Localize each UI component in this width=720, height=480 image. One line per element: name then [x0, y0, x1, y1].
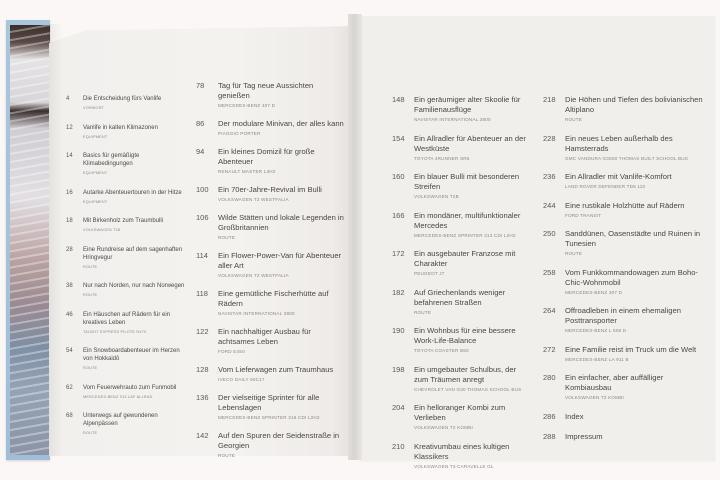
entry-title: Impressum	[565, 432, 603, 441]
entry-text	[83, 217, 186, 233]
page-number: 62	[66, 384, 73, 391]
page-number: 190	[392, 326, 405, 335]
entry-subtitle: VOLKSWAGEN T2 KOMBI	[414, 425, 473, 430]
entry-title: Autarke Abenteuertouren in der Hitze	[83, 189, 182, 196]
page-number: 244	[543, 200, 556, 210]
entry-subtitle: EQUIPMENT	[83, 171, 108, 175]
entry-text	[414, 134, 532, 162]
entry-text	[414, 365, 532, 393]
entry-subtitle: PIAGGIO PORTER	[218, 131, 261, 136]
entry-subtitle: ROUTE	[83, 293, 98, 297]
toc-entry	[543, 134, 703, 162]
entry-title: Ein helloranger Kombi zum Verlieben	[414, 403, 506, 422]
page-number: 172	[392, 249, 405, 258]
toc-entry	[66, 246, 186, 270]
entry-title: Tag für Tag neue Aussichten genießen	[218, 81, 314, 100]
page-number: 46	[66, 311, 73, 318]
toc-entry	[543, 345, 703, 363]
entry-text	[565, 306, 703, 334]
entry-text	[218, 81, 346, 109]
toc-entry	[392, 134, 532, 162]
toc-entry	[196, 185, 346, 203]
entry-subtitle: ROUTE	[83, 264, 98, 269]
entry-title: Index	[565, 411, 584, 421]
toc-column-4	[543, 95, 703, 453]
toc-entry	[543, 201, 703, 219]
entry-text	[565, 345, 703, 363]
page-number: 86	[196, 119, 205, 128]
toc-entry	[392, 172, 532, 200]
page-number: 106	[196, 213, 209, 222]
toc-entry	[392, 442, 532, 470]
entry-title: Vom Feuerwehrauto zum Funmobil	[83, 384, 177, 391]
page-number: 198	[392, 364, 405, 374]
entry-text	[218, 251, 346, 279]
page-number: 148	[392, 95, 405, 104]
entry-text	[565, 95, 703, 123]
page-number: 118	[196, 289, 208, 298]
entry-title: Der vielseitige Sprinter für alle Lebenslagen	[218, 393, 320, 412]
entry-text	[218, 393, 346, 421]
entry-title: Ein Wohnbus für eine bessere Work-Life-Balance	[414, 326, 516, 345]
entry-text	[218, 185, 346, 203]
entry-title: Ein kleines Domizil für große Abenteuer	[218, 147, 315, 166]
page-number: 38	[66, 283, 73, 289]
entry-subtitle: RENAULT MASTER L3H2	[218, 169, 276, 174]
entry-subtitle: GMC VANDURA G3500 THOMAS BUILT SCHOOL BUS	[565, 155, 689, 161]
entry-subtitle: EQUIPMENT	[83, 134, 108, 139]
entry-text	[414, 211, 532, 239]
entry-title: Die Entscheidung fürs Vanlife	[83, 96, 162, 102]
entry-text	[218, 213, 346, 241]
entry-subtitle: PEUGEOT J7	[414, 271, 445, 276]
entry-subtitle: ROUTE	[83, 431, 98, 435]
entry-title: Ein einfacher, aber auffälliger Kombiausbau	[565, 373, 664, 392]
entry-title: Vom Funkkommandowagen zum Boho-Chic-Wohnmobil	[565, 267, 698, 287]
entry-subtitle: NAVISTAR INTERNATIONAL 3800	[414, 117, 491, 122]
entry-subtitle: MERCEDES-BENZ SPRINTER 316 CDI L2H2	[218, 415, 320, 420]
entry-subtitle: ROUTE	[218, 453, 236, 458]
entry-text	[83, 412, 186, 436]
toc-entry	[543, 432, 703, 442]
entry-text	[414, 249, 532, 277]
toc-entry	[196, 81, 346, 109]
entry-text	[414, 442, 532, 470]
entry-title: Sanddünen, Oasenstädte und Ruinen in Tunesien	[565, 229, 701, 248]
toc-entry	[196, 147, 346, 175]
toc-column-2	[196, 81, 346, 469]
entry-subtitle: FORD E450	[218, 349, 245, 354]
entry-title: Ein Allradler mit Vanlife-Komfort	[565, 172, 672, 181]
page-number: 78	[196, 81, 205, 90]
toc-entry	[543, 95, 703, 123]
entry-title: Kreativumbau eines kultigen Klassikers	[414, 441, 510, 461]
entry-subtitle: MERCEDES-BENZ 913 LAF ALLRAD	[83, 394, 153, 399]
toc-entry	[66, 217, 186, 233]
toc-entry	[392, 249, 532, 277]
entry-title: Auf Griechenlands weniger befahrenen Straßen	[414, 287, 506, 307]
page-number: 204	[392, 403, 405, 412]
entry-title: Eine Familie reist im Truck um die Welt	[565, 344, 697, 354]
page-number: 182	[392, 287, 405, 297]
entry-title: Ein Häuschen auf Rädern für ein kreatives Leben	[83, 311, 171, 326]
page-number: 154	[392, 133, 405, 143]
page-number: 122	[196, 327, 209, 336]
entry-text	[414, 288, 532, 316]
toc-entry	[66, 95, 186, 111]
toc-entry	[392, 326, 532, 354]
toc-entry	[543, 306, 703, 334]
page-number: 280	[543, 373, 556, 382]
entry-text	[83, 95, 186, 111]
page-number: 18	[66, 218, 73, 224]
toc-entry	[392, 403, 532, 431]
entry-text	[83, 246, 186, 270]
entry-subtitle: MERCEDES-BENZ 307 D	[565, 289, 623, 295]
entry-text	[83, 124, 186, 140]
page-number: 286	[543, 411, 556, 421]
toc-entry	[392, 95, 532, 123]
toc-entry	[392, 211, 532, 239]
page-number: 236	[543, 172, 556, 181]
toc-column-1	[66, 95, 186, 449]
page-number: 14	[66, 153, 73, 159]
page-shadow	[49, 24, 63, 456]
entry-title: Vanlife in kalten Klimazonen	[83, 124, 158, 131]
toc-entry	[543, 268, 703, 296]
toc-entry	[196, 431, 346, 459]
entry-subtitle: LAND ROVER DEFENDER TD5 110	[565, 184, 646, 189]
entry-title: Eine rustikale Holzhütte auf Rädern	[565, 200, 685, 210]
entry-subtitle: ROUTE	[83, 366, 98, 370]
entry-subtitle: IVECO DAILY 50C17	[218, 377, 265, 382]
entry-subtitle: ROUTE	[218, 235, 236, 240]
toc-entry	[196, 251, 346, 279]
entry-text	[565, 412, 703, 422]
entry-title: Ein Flower-Power-Van für Abenteuer aller Art	[218, 251, 342, 270]
entry-subtitle: TOYOTA COASTER B50	[414, 348, 469, 353]
entry-title: Eine gemütliche Fischerhütte auf Rädern	[218, 289, 329, 308]
entry-text	[414, 403, 532, 431]
toc-entry	[66, 347, 186, 371]
entry-text	[565, 432, 703, 442]
page-number: 136	[196, 393, 209, 402]
entry-subtitle: VOLKSWAGEN T3 CARAVELLE GL	[414, 463, 494, 469]
entry-title: Ein mondäner, multifunktionaler Mercedes	[414, 210, 521, 230]
entry-text	[218, 147, 346, 175]
entry-subtitle: MERCEDES-BENZ L 508 D	[565, 328, 627, 333]
page-number: 264	[543, 306, 556, 315]
page-number: 160	[392, 172, 405, 181]
toc-entry	[196, 213, 346, 241]
toc-entry	[543, 412, 703, 422]
entry-text	[83, 189, 186, 205]
entry-text	[565, 229, 703, 257]
entry-subtitle: VOLKSWAGEN T28	[83, 228, 121, 232]
entry-text	[414, 172, 532, 200]
toc-column-3	[392, 95, 532, 480]
page-number: 54	[66, 348, 73, 354]
page-number: 68	[66, 413, 73, 419]
entry-title: Auf den Spuren der Seidenstraße in Georgien	[218, 431, 340, 450]
page-number: 16	[66, 189, 73, 196]
page-number: 28	[66, 246, 73, 253]
entry-subtitle: ROUTE	[565, 251, 583, 256]
entry-text	[218, 289, 346, 317]
page-number: 210	[392, 441, 405, 451]
toc-entry	[196, 327, 346, 355]
entry-subtitle: MERCEDES-BENZ SPRINTER 313 CDI L2H2	[414, 232, 516, 238]
entry-subtitle: NAVISTAR INTERNATIONAL 3800	[218, 311, 295, 316]
entry-subtitle: ROUTE	[414, 309, 432, 315]
entry-title: Unterwegs auf gewundenen Alpenpässen	[83, 413, 158, 427]
page-number: 128	[196, 365, 209, 374]
page-number: 228	[543, 133, 556, 143]
toc-entry	[196, 289, 346, 317]
entry-subtitle: VOLKSWAGEN T2 WESTFALIA	[218, 273, 289, 278]
entry-title: Ein nachhaltiger Ausbau für achtsames Leben	[218, 327, 311, 346]
toc-entry	[392, 288, 532, 316]
toc-entry	[543, 172, 703, 190]
entry-subtitle: VOLKSWAGEN T2 KOMBI	[565, 395, 624, 400]
entry-title: Vom Lieferwagen zum Traumhaus	[218, 365, 334, 374]
entry-title: Eine Rundreise auf dem sagenhaften Hringvegur	[83, 246, 183, 261]
page-number: 142	[196, 431, 209, 440]
toc-entry	[66, 412, 186, 436]
page-number: 4	[66, 96, 70, 102]
entry-title: Der modulare Minivan, der alles kann	[218, 119, 344, 128]
page-number: 114	[196, 251, 208, 260]
cover-photo-beach	[10, 25, 50, 455]
entry-title: Basics für gemäßigte Klimabedingungen	[83, 153, 140, 167]
page-number: 218	[543, 95, 556, 104]
toc-entry	[66, 311, 186, 335]
entry-subtitle: EQUIPMENT	[83, 199, 108, 204]
page-number: 100	[196, 185, 209, 194]
entry-title: Offroadleben in einem ehemaligen Posttransporter	[565, 306, 681, 325]
entry-text	[218, 431, 346, 459]
entry-title: Wilde Stätten und lokale Legenden in Großbritannien	[218, 213, 344, 232]
entry-text	[565, 172, 703, 190]
entry-subtitle: VORWORT	[83, 106, 105, 110]
page-number: 288	[543, 432, 556, 441]
toc-entry	[196, 119, 346, 137]
toc-entry	[543, 373, 703, 401]
entry-text	[83, 152, 186, 176]
toc-entry	[543, 229, 703, 257]
entry-text	[565, 201, 703, 219]
book-gutter	[348, 14, 362, 460]
entry-text	[414, 326, 532, 354]
entry-subtitle: VOLKSWAGEN T2 WESTFALIA	[218, 197, 289, 202]
toc-entry	[66, 124, 186, 140]
entry-text	[414, 95, 532, 123]
toc-entry	[196, 393, 346, 421]
entry-text	[218, 327, 346, 355]
entry-text	[218, 119, 346, 137]
entry-subtitle: MERCEDES-BENZ LA 911 B	[565, 356, 629, 362]
page-number: 12	[66, 124, 73, 131]
toc-entry	[66, 152, 186, 176]
entry-text	[83, 311, 186, 335]
entry-title: Ein 70er-Jahre-Revival im Bulli	[218, 185, 322, 194]
page-number: 94	[196, 147, 205, 156]
entry-text	[565, 268, 703, 296]
entry-title: Ein geräumiger alter Skoolie für Familienausflüge	[414, 95, 521, 114]
entry-subtitle: CHEVROLET VAN G30 THOMAS SCHOOL BUS	[414, 386, 522, 392]
entry-subtitle: FORD TRANSIT	[565, 212, 602, 218]
entry-text	[565, 373, 703, 401]
page-number: 258	[543, 267, 556, 277]
toc-entry	[66, 189, 186, 205]
entry-subtitle: TOYOTA 4RUNNER SR5	[414, 155, 470, 161]
entry-text	[218, 365, 346, 383]
entry-text	[565, 134, 703, 162]
entry-title: Ein umgebauter Schulbus, der zum Träumen anregt	[414, 364, 517, 384]
entry-title: Die Höhen und Tiefen des bolivianischen Altiplano	[565, 95, 703, 114]
entry-title: Mit Birkenholz zum Traumbulli	[83, 218, 164, 224]
toc-entry	[392, 365, 532, 393]
entry-subtitle: ROUTE	[565, 117, 583, 122]
entry-text	[83, 347, 186, 371]
entry-title: Ein ausgebauter Franzose mit Charakter	[414, 249, 516, 268]
entry-title: Nur nach Norden, nur nach Norwegen	[83, 283, 185, 289]
page-number: 272	[543, 344, 556, 354]
entry-title: Ein neues Leben außerhalb des Hamsterrads	[565, 133, 673, 153]
toc-entry	[196, 365, 346, 383]
entry-text	[83, 282, 186, 298]
entry-text	[83, 384, 186, 400]
entry-subtitle: VOLKSWAGEN T2B	[414, 194, 459, 199]
entry-title: Ein Allradler für Abenteuer an der Westküste	[414, 133, 526, 153]
entry-title: Ein blauer Bulli mit besonderen Streifen	[414, 172, 520, 191]
entry-subtitle: TALBOT EXPRESS PILOTE R470	[83, 329, 147, 334]
entry-title: Ein Snowboardabenteuer im Herzen von Hokkaidō	[83, 348, 180, 362]
page-number: 166	[392, 210, 405, 220]
toc-entry	[66, 282, 186, 298]
entry-subtitle: MERCEDES-BENZ 407 D	[218, 103, 276, 108]
page-number: 250	[543, 229, 556, 238]
toc-entry	[66, 384, 186, 400]
